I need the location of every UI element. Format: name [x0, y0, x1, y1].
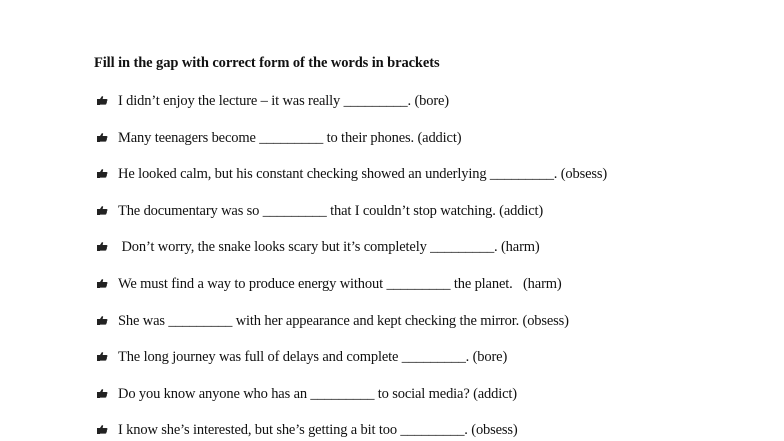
exercise-item-7 — [96, 312, 607, 349]
exercise-sentence: I didn’t enjoy the lecture – it was really _________. (bore) — [118, 93, 449, 109]
exercise-item-8 — [96, 348, 607, 385]
hand-pointing-icon — [96, 424, 108, 435]
hand-pointing-icon — [96, 95, 108, 106]
hand-pointing-icon — [96, 388, 108, 399]
exercise-sentence: She was _________ with her appearance and kept checking the mirror. (obsess) — [118, 312, 569, 329]
hand-pointing-icon — [96, 168, 108, 179]
hand-pointing-icon — [96, 205, 108, 216]
exercise-item-5 — [96, 238, 607, 275]
worksheet-instruction: Fill in the gap with correct form of the words in brackets — [94, 55, 440, 71]
exercise-sentence: The long journey was full of delays and complete _________. (bore) — [118, 349, 508, 366]
exercise-sentence: He looked calm, but his constant checking showed an underlying _________. (obsess) — [118, 166, 608, 183]
exercise-list — [96, 92, 607, 441]
hand-pointing-icon — [96, 132, 108, 143]
exercise-sentence: Many teenagers become _________ to their phones. (addict) — [118, 129, 462, 146]
exercise-item-2 — [96, 129, 607, 166]
hand-pointing-icon — [96, 351, 108, 362]
exercise-sentence: Do you know anyone who has an _________ to social media? (addict) — [118, 385, 517, 402]
exercise-sentence: Don’t worry, the snake looks scary but it’s completely _________. (harm) — [118, 239, 540, 256]
exercise-item-9 — [96, 385, 607, 422]
exercise-item-3 — [96, 165, 607, 202]
hand-pointing-icon — [96, 278, 108, 289]
exercise-sentence: I know she’s interested, but she’s getting a bit too _________. (obsess) — [118, 422, 518, 439]
exercise-item-6 — [96, 275, 607, 312]
exercise-item-1 — [96, 92, 607, 129]
exercise-item-10 — [96, 421, 607, 441]
exercise-sentence: The documentary was so _________ that I couldn’t stop watching. (addict) — [118, 202, 544, 219]
exercise-item-4 — [96, 202, 607, 239]
hand-pointing-icon — [96, 241, 108, 252]
hand-pointing-icon — [96, 315, 108, 326]
exercise-sentence: We must find a way to produce energy without _________ the planet. (harm) — [118, 275, 562, 292]
